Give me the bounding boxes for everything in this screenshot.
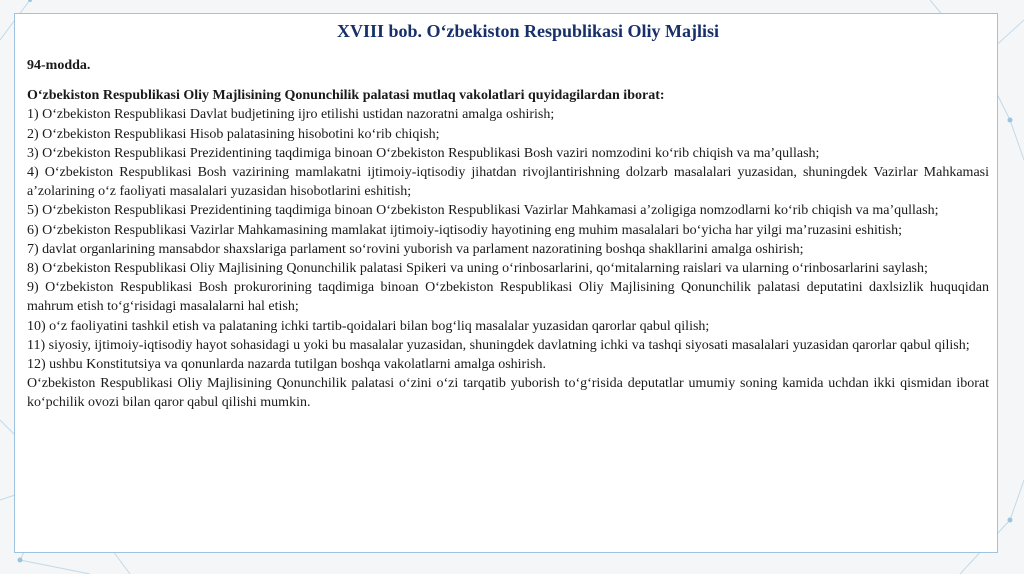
list-item: 10) o‘z faoliyatini tashkil etish va palataning ichki tartib-qoidalari bilan bog‘liq masalalar yuzasidan qarorlar qabul qilish; [27,318,710,334]
list-item: 5) O‘zbekiston Respublikasi Prezidentining taqdimiga binoan O‘zbekiston Respublikasi Vazirlar Mahkamasi a’zoligiga nomzodlarni ko‘rib chiqish va ma’qullash; [27,203,939,219]
list-item: 11) siyosiy, ijtimoiy-iqtisodiy hayot sohasidagi u yoki bu masalalar yuzasidan, shuningdek davlatning ichki va tashqi siyosati masalalari yuzasidan qarorlar qabul qilish; [27,337,970,353]
list-item: 1) O‘zbekiston Respublikasi Davlat budjetining ijro etilishi ustidan nazoratni amalga oshirish; [27,107,555,123]
article-number: 94-modda. [27,58,91,73]
list-item: 9) O‘zbekiston Respublikasi Bosh prokurorining taqdimiga binoan O‘zbekiston Respublikasi Oliy Majlisining Qonunchilik palatasi deputatini daxlsizlik huquqidan mahrum etish to‘g‘risidagi masalalarni hal etish; [27,280,989,315]
slide-content [27,20,989,413]
powers-list [27,105,989,374]
slide-title: XVIII bob. O‘zbekiston Respublikasi Oliy Majlisi [336,21,720,41]
list-item: 4) O‘zbekiston Respublikasi Bosh vazirining mamlakatni ijtimoiy-iqtisodiy jihatdan rivojlantirishning dolzarb masalalari yuzasidan, shuningdek Vazirlar Mahkamasi a’zolarining o‘z faoliyati masalalari yuzasidan hisobotlarini eshitish; [27,165,989,200]
list-item: 3) O‘zbekiston Respublikasi Prezidentining taqdimiga binoan O‘zbekiston Respublikasi Bosh vaziri nomzodini ko‘rib chiqish va ma’qullash; [27,145,820,161]
intro-paragraph: O‘zbekiston Respublikasi Oliy Majlisining Qonunchilik palatasi mutlaq vakolatlari quyidagilardan iborat: [27,88,665,104]
list-item: 2) O‘zbekiston Respublikasi Hisob palatasining hisobotini ko‘rib chiqish; [27,126,440,142]
list-item: 6) O‘zbekiston Respublikasi Vazirlar Mahkamasining mamlakat ijtimoiy-iqtisodiy hayotining eng muhim masalalari bo‘yicha har yilgi ma’ruzasini eshitish; [27,222,902,238]
list-item: 8) O‘zbekiston Respublikasi Oliy Majlisining Qonunchilik palatasi Spikeri va uning o‘rinbosarlarini, qo‘mitalarning raislari va ularning o‘rinbosarlarini saylash; [27,261,928,277]
list-item: 7) davlat organlarining mansabdor shaxslariga parlament so‘rovini yuborish va parlament nazoratining boshqa shakllarini amalga oshirish; [27,241,804,257]
closing-paragraph: O‘zbekiston Respublikasi Oliy Majlisining Qonunchilik palatasi o‘zini o‘zi tarqatib yuborish to‘g‘risida deputatlar umumiy soning kamida uchdan ikki qismidan iborat ko‘pchilik ovozi bilan qaror qabul qilishi mumkin. [27,376,989,411]
list-item: 12) ushbu Konstitutsiya va qonunlarda nazarda tutilgan boshqa vakolatlarni amalga oshirish. [27,357,547,373]
